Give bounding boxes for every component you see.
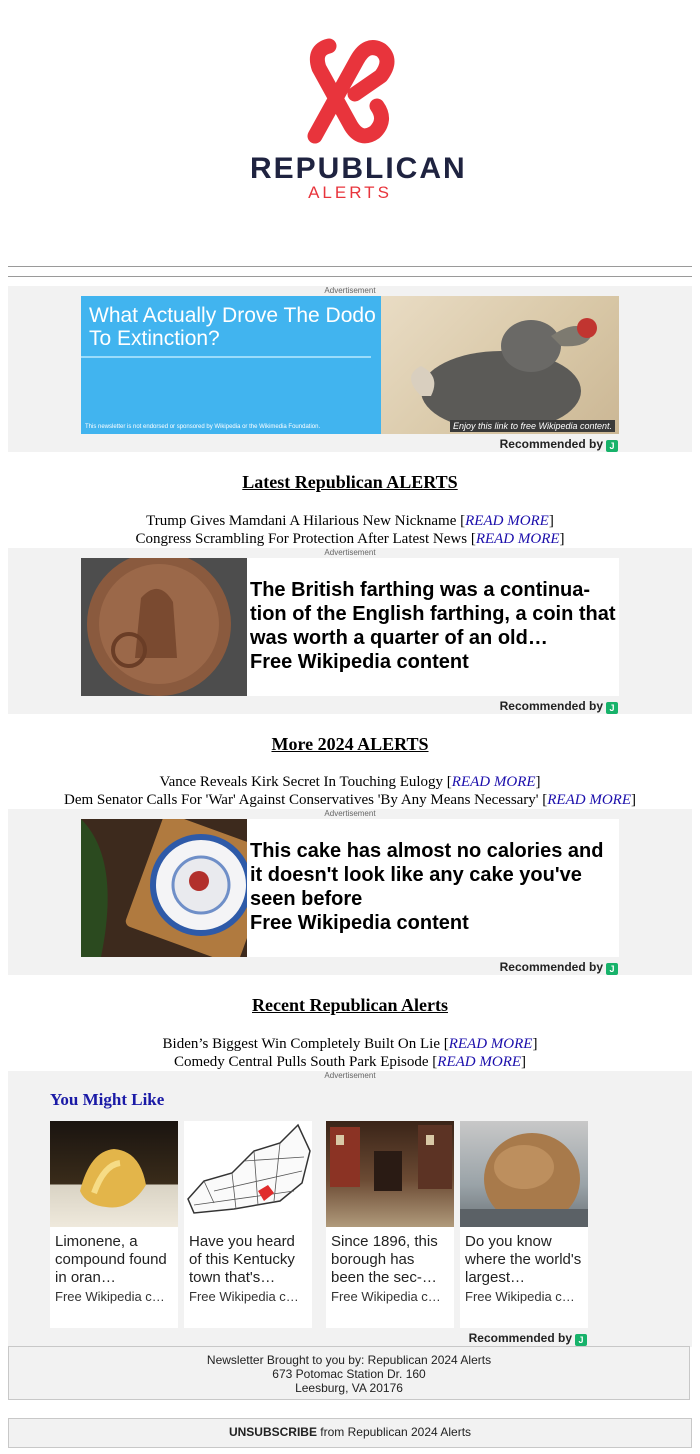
jeeng-icon: J (606, 440, 618, 452)
kentucky-map-icon (184, 1121, 312, 1227)
recommended-by[interactable]: Recommended by J (500, 960, 618, 975)
card-grid (50, 1121, 590, 1328)
divider-top (8, 266, 692, 267)
ad-dodo-title: What Actually Drove The Dodo To Extinction? (89, 304, 376, 350)
news-list-latest (0, 512, 700, 548)
ad-farthing[interactable] (81, 558, 619, 696)
news-item: Biden’s Biggest Win Completely Built On Lie [READ MORE] (162, 1036, 538, 1052)
ad-dodo-caption: Enjoy this link to free Wikipedia content. (450, 420, 615, 432)
read-more-link[interactable]: READ MORE (451, 774, 536, 790)
news-item: Vance Reveals Kirk Secret In Touching Eulogy [READ MORE] (159, 774, 541, 790)
ad-band-dodo (8, 286, 692, 452)
logo-wordmark: REPUBLICAN (250, 152, 467, 185)
plate-icon (81, 819, 247, 957)
section-title-recent: Recent Republican Alerts (252, 995, 448, 1015)
ad-farthing-text: The British farthing was a continua-tion of the English farthing, a coin that was worth a quarter of an old… Free Wikipedia content (250, 579, 616, 673)
footer-address (8, 1346, 690, 1400)
ad-label: Advertisement (324, 1071, 376, 1080)
lemon-image (50, 1121, 178, 1227)
you-might-like-title: You Might Like (50, 1090, 165, 1109)
recommended-by[interactable]: Recommended by J (500, 699, 618, 714)
recommended-by[interactable]: Recommended by J (469, 1331, 587, 1346)
news-list-recent (0, 1035, 700, 1071)
borough-image (326, 1121, 454, 1227)
coin-icon (81, 558, 247, 696)
read-more-link[interactable]: READ MORE (448, 1036, 533, 1052)
ad-dodo-fineprint: This newsletter is not endorsed or sponsored by Wikipedia or the Wikimedia Foundation. (85, 424, 321, 430)
ad-dodo-banner[interactable] (81, 296, 619, 434)
read-more-link[interactable]: READ MORE (547, 792, 631, 808)
logo-mark-icon (295, 28, 405, 148)
ad-label: Advertisement (324, 548, 376, 557)
news-item: Congress Scrambling For Protection After Latest News [READ MORE] (135, 531, 565, 547)
ad-band-farthing (8, 548, 692, 714)
section-title-more: More 2024 ALERTS (271, 734, 429, 754)
read-more-link[interactable]: READ MORE (465, 513, 549, 529)
logo[interactable] (250, 28, 467, 208)
ad-label: Advertisement (324, 286, 376, 295)
ad-label: Advertisement (324, 809, 376, 818)
read-more-link[interactable]: READ MORE (475, 531, 560, 547)
card-limonene[interactable]: Limonene, a compound found in oran… Free Wikipedia c… (50, 1121, 178, 1328)
ad-cake-text: This cake has almost no calories and it doesn't look like any cake you've seen before Free Wikipedia content (250, 840, 604, 934)
section-title-latest: Latest Republican ALERTS (242, 472, 458, 492)
jeeng-icon: J (575, 1334, 587, 1346)
ad-band-cake (8, 809, 692, 975)
news-item: Dem Senator Calls For 'War' Against Conservatives 'By Any Means Necessary' [READ MORE] (63, 792, 636, 808)
divider-bottom (8, 276, 692, 277)
recommended-by[interactable]: Recommended by J (500, 437, 618, 452)
news-list-more (0, 773, 700, 809)
jeeng-icon: J (606, 963, 618, 975)
card-largest[interactable]: Do you know where the world's largest… Free Wikipedia c… (460, 1121, 588, 1328)
dodo-bird-icon (381, 296, 619, 434)
logo-subtitle: ALERTS (308, 183, 392, 202)
coin-image (81, 558, 247, 696)
card-kentucky[interactable]: Have you heard of this Kentucky town that's… Free Wikipedia c… (184, 1121, 312, 1328)
kentucky-map-image (184, 1121, 312, 1227)
jeeng-icon: J (606, 702, 618, 714)
dome-icon (460, 1121, 588, 1227)
read-more-link[interactable]: READ MORE (437, 1054, 522, 1070)
ad-cake[interactable] (81, 819, 619, 957)
footer-line-3: Leesburg, VA 20176 (295, 1381, 403, 1395)
dome-image (460, 1121, 588, 1227)
lemon-icon (50, 1121, 178, 1227)
you-might-like-band (8, 1071, 692, 1347)
news-item: Trump Gives Mamdani A Hilarious New Nickname [READ MORE] (146, 513, 554, 529)
dodo-image (381, 296, 619, 434)
news-item: Comedy Central Pulls South Park Episode [READ MORE] (173, 1054, 527, 1070)
footer-line-2: 673 Potomac Station Dr. 160 (272, 1367, 426, 1381)
cake-image (81, 819, 247, 957)
unsubscribe-box[interactable]: UNSUBSCRIBE from Republican 2024 Alerts (8, 1418, 692, 1448)
card-borough[interactable]: Since 1896, this borough has been the sec-… Free Wikipedia c… (326, 1121, 454, 1328)
unsubscribe-link[interactable]: UNSUBSCRIBE (228, 1425, 317, 1439)
street-icon (326, 1121, 454, 1227)
footer-line-1: Newsletter Brought to you by: Republican 2024 Alerts (206, 1353, 492, 1367)
